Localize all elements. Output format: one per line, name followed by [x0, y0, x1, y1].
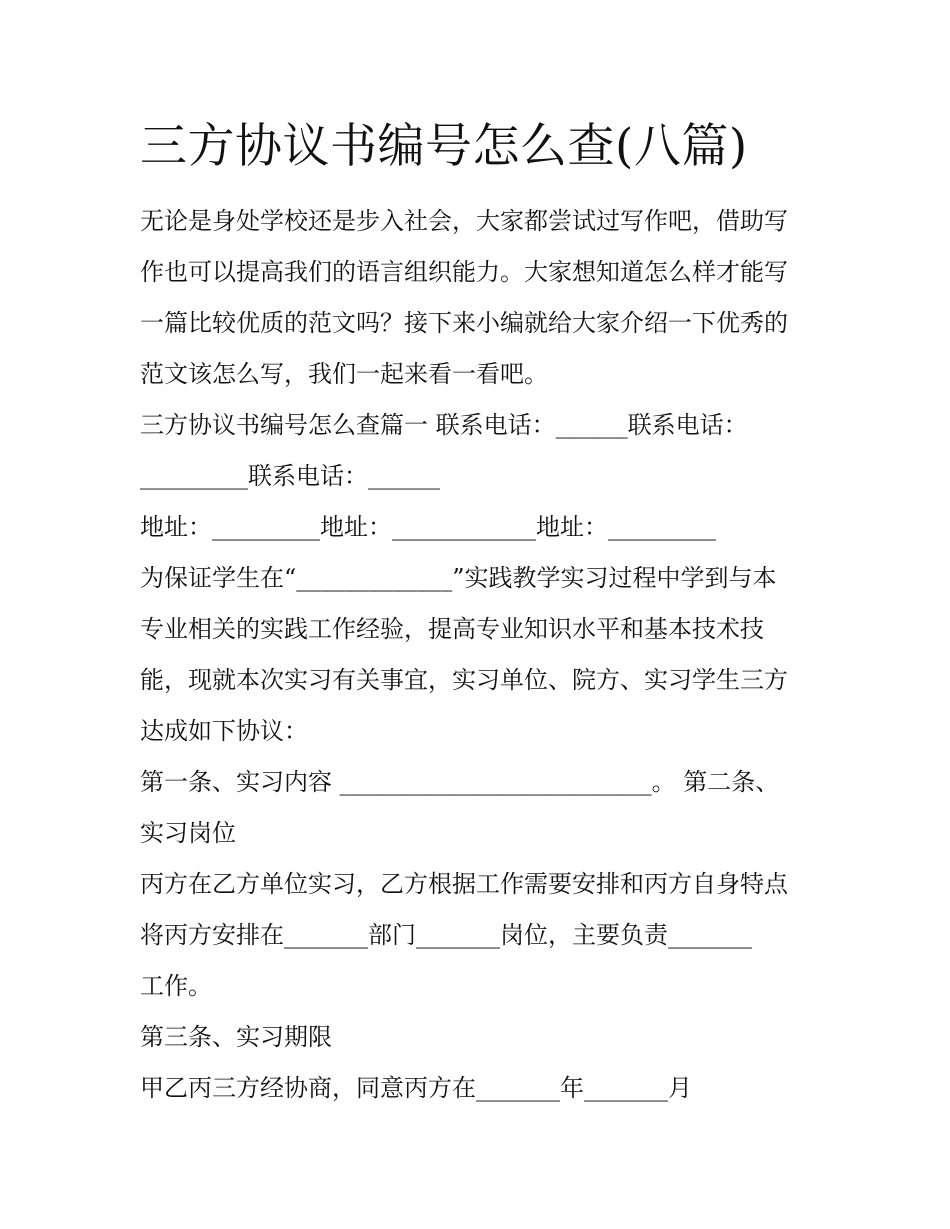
article-3-title: 第三条、实习期限 [140, 1023, 332, 1051]
phone-line: _________联系电话：______ [140, 462, 440, 490]
body-line-3: 能，现就本次实习有关事宜，实习单位、院方、实习学生三方 [140, 666, 788, 694]
article-3-line-1: 甲乙丙三方经协商，同意丙方在_______年_______月 [140, 1074, 692, 1102]
article-2-line-3: 工作。 [140, 972, 212, 1000]
body-line-1: 为保证学生在“_____________”实践教学实习过程中学到与本 [140, 564, 777, 592]
intro-line-1: 无论是身处学校还是步入社会，大家都尝试过写作吧，借助写 [140, 207, 788, 235]
article-2-line-2: 将丙方安排在_______部门_______岗位，主要负责_______ [140, 921, 752, 949]
document-title: 三方协议书编号怎么查(八篇) [140, 119, 748, 174]
intro-line-3: 一篇比较优质的范文吗？接下来小编就给大家介绍一下优秀的 [140, 309, 788, 337]
article-2-line-1: 丙方在乙方单位实习，乙方根据工作需要安排和丙方自身特点 [140, 870, 788, 898]
address-line: 地址：_________地址：____________地址：_________ [140, 513, 716, 541]
intro-line-4: 范文该怎么写，我们一起来看一看吧。 [140, 360, 548, 388]
body-line-2: 专业相关的实践工作经验，提高专业知识水平和基本技术技 [140, 615, 764, 643]
article-2-title: 实习岗位 [140, 819, 236, 847]
article-1-line: 第一条、实习内容 __________________________。 第二条、 [140, 768, 780, 796]
body-line-4: 达成如下协议： [140, 717, 308, 745]
section-heading-line: 三方协议书编号怎么查篇一 联系电话：______联系电话： [140, 411, 748, 439]
intro-line-2: 作也可以提高我们的语言组织能力。大家想知道怎么样才能写 [140, 258, 788, 286]
